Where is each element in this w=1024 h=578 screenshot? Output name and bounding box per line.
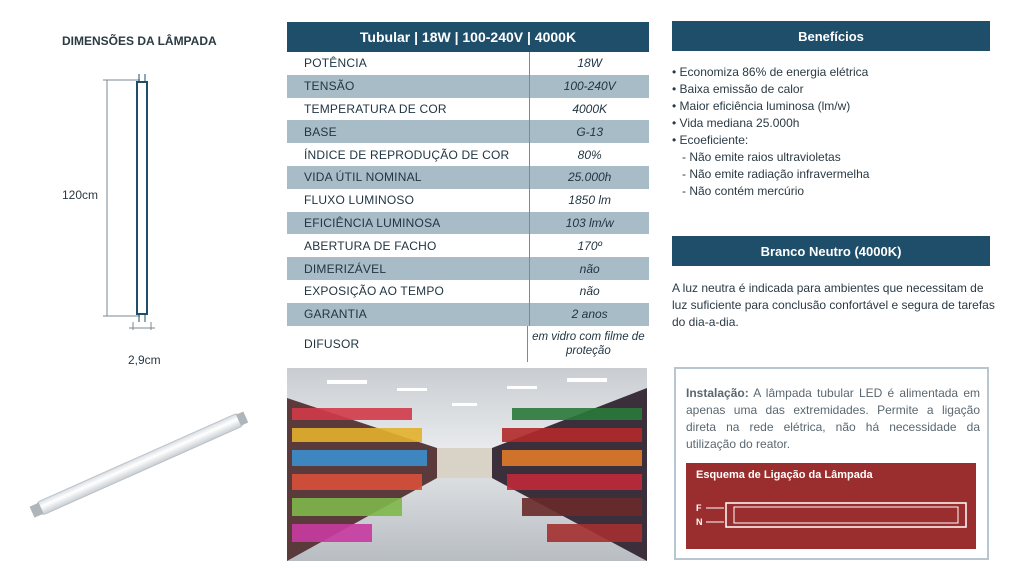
benefits-list [672, 64, 1002, 200]
spec-value: 25.000h [529, 166, 649, 189]
spec-label: FLUXO LUMINOSO [304, 193, 415, 208]
spec-value: 103 lm/w [529, 212, 649, 235]
spec-value: em vidro com filme de proteção [527, 326, 649, 362]
spec-label: VIDA ÚTIL NOMINAL [304, 170, 422, 185]
spec-table-header: Tubular | 18W | 100-240V | 4000K [287, 22, 649, 52]
spec-value: 80% [529, 143, 649, 166]
benefits-header: Benefícios [672, 21, 990, 51]
spec-row [287, 212, 649, 235]
benefit-item: • Vida mediana 25.000h [672, 116, 800, 130]
spec-table [287, 22, 649, 362]
spec-row [287, 120, 649, 143]
wiring-n-label: N [696, 517, 703, 527]
spec-label: GARANTIA [304, 307, 367, 322]
width-label: 2,9cm [128, 353, 161, 367]
wiring-schema [686, 463, 976, 549]
spec-label: DIFUSOR [304, 336, 360, 351]
spec-label: EFICIÊNCIA LUMINOSA [304, 215, 441, 230]
spec-value: 100-240V [529, 75, 649, 98]
spec-row [287, 257, 649, 280]
spec-label: TENSÃO [304, 79, 355, 94]
neutral-white-description: A luz neutra é indicada para ambientes que necessitam de luz suficiente para conclusão confortável e segura de tarefas do dia-a-dia. [672, 281, 995, 329]
length-label: 120cm [62, 188, 99, 202]
benefit-item: - Não contém mercúrio [682, 184, 805, 198]
spec-value: G-13 [529, 120, 649, 143]
spec-value: 18W [529, 52, 649, 75]
tube-lamp-image [18, 410, 258, 520]
installation-description: A lâmpada tubular LED é alimentada em apenas uma das extremidades. Permite a ligação direta na rede elétrica, não há necessidade da utilização do reator. [686, 386, 980, 451]
spec-label: TEMPERATURA DE COR [304, 101, 447, 116]
spec-row [287, 75, 649, 98]
spec-value: 1850 lm [529, 189, 649, 212]
wiring-schema-title: Esquema de Ligação da Lâmpada [696, 469, 873, 481]
spec-value: 170º [529, 234, 649, 257]
wiring-diagram [704, 499, 974, 535]
benefit-item: • Baixa emissão de calor [672, 82, 804, 96]
benefit-item: • Maior eficiência luminosa (lm/w) [672, 99, 851, 113]
spec-value: 2 anos [529, 303, 649, 326]
neutral-white-header: Branco Neutro (4000K) [672, 236, 990, 266]
spec-label: BASE [304, 124, 337, 139]
spec-row [287, 303, 649, 326]
dimensions-title: DIMENSÕES DA LÂMPADA [62, 34, 217, 48]
spec-row [287, 52, 649, 75]
spec-row [287, 143, 649, 166]
installation-box [674, 367, 989, 560]
spec-label: ÍNDICE DE REPRODUÇÃO DE COR [304, 147, 510, 162]
benefit-item: - Não emite radiação infravermelha [682, 167, 870, 181]
wiring-f-label: F [696, 503, 702, 513]
installation-label: Instalação: [686, 386, 749, 400]
spec-value: 4000K [529, 98, 649, 121]
benefit-item: - Não emite raios ultravioletas [682, 150, 841, 164]
lamp-dimension-diagram [95, 70, 165, 330]
spec-row [287, 98, 649, 121]
benefit-item: • Economiza 86% de energia elétrica [672, 65, 869, 79]
spec-row [287, 234, 649, 257]
spec-label: DIMERIZÁVEL [304, 261, 387, 276]
spec-value: não [529, 280, 649, 303]
spec-row [287, 166, 649, 189]
spec-label: EXPOSIÇÃO AO TEMPO [304, 284, 445, 299]
benefit-item: • Ecoeficiente: [672, 133, 749, 147]
spec-row [287, 189, 649, 212]
spec-row [287, 326, 649, 362]
spec-label: POTÊNCIA [304, 56, 367, 71]
spec-label: ABERTURA DE FACHO [304, 238, 437, 253]
installation-text [686, 385, 980, 453]
spec-row [287, 280, 649, 303]
spec-value: não [529, 257, 649, 280]
store-photo [287, 368, 647, 561]
